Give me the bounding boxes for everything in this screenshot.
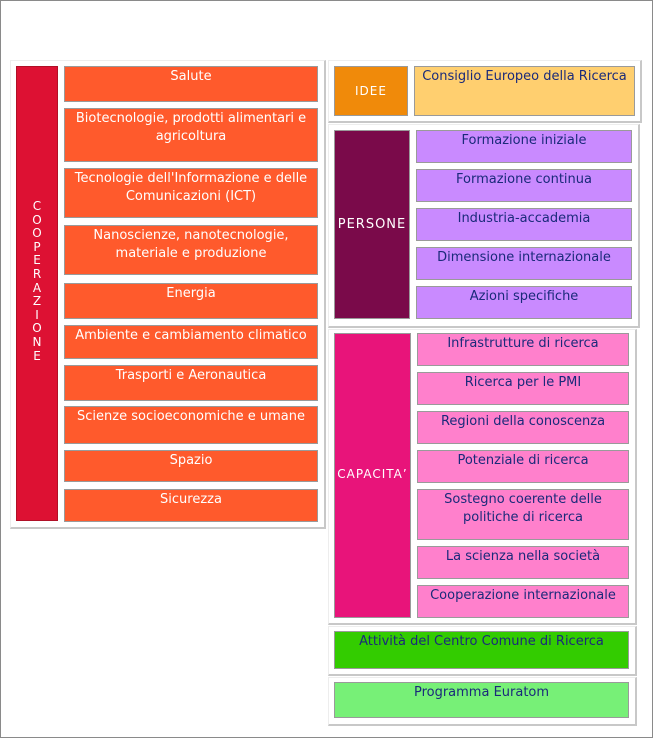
cooperazione-item: Spazio <box>64 450 318 482</box>
cooperazione-letter: O <box>32 226 42 241</box>
euratom-box: Programma Euratom <box>334 682 629 718</box>
cooperazione-item: Energia <box>64 283 318 319</box>
cooperazione-item: Nanoscienze, nanotecnologie, materiale e produzione <box>64 225 318 275</box>
capacita-item: Regioni della conoscenza <box>417 411 629 444</box>
cooperazione-item: Scienze socioeconomiche e umane <box>64 406 318 444</box>
cooperazione-letter: R <box>32 266 42 281</box>
cooperazione-item: Ambiente e cambiamento climatico <box>64 325 318 359</box>
capacita-item: Infrastrutture di ricerca <box>417 333 629 366</box>
capacita-label <box>334 333 411 618</box>
persone-label: PERSONE <box>334 130 410 319</box>
cooperazione-letter: E <box>33 253 41 268</box>
cooperazione-letter: E <box>33 348 41 363</box>
cooperazione-letter: I <box>35 307 39 322</box>
persone-item: Formazione continua <box>416 169 632 202</box>
cooperazione-item: Biotecnologie, prodotti alimentari e agricoltura <box>64 108 318 162</box>
cooperazione-label <box>16 66 58 521</box>
capacita-item: La scienza nella società <box>417 546 629 579</box>
capacita-label-text: CAPACITA’ <box>337 467 408 481</box>
cooperazione-letter: C <box>32 199 42 213</box>
capacita-item: Sostegno coerente delle politiche di ricerca <box>417 489 629 540</box>
capacita-item: Ricerca per le PMI <box>417 372 629 405</box>
cooperazione-letter: Z <box>32 294 42 309</box>
cooperazione-letter: O <box>32 212 42 227</box>
cooperazione-label-text <box>17 200 57 363</box>
idee-label: IDEE <box>334 66 408 116</box>
capacita-item: Cooperazione internazionale <box>417 585 629 618</box>
persone-item: Azioni specifiche <box>416 286 632 319</box>
persone-item: Formazione iniziale <box>416 130 632 163</box>
cooperazione-letter: P <box>33 239 41 254</box>
persone-item: Industria-accademia <box>416 208 632 241</box>
jrc-box: Attività del Centro Comune di Ricerca <box>334 631 629 669</box>
cooperazione-item: Tecnologie dell'Informazione e delle Comunicazioni (ICT) <box>64 168 318 218</box>
idee-item-consiglio-europeo: Consiglio Europeo della Ricerca <box>414 66 635 116</box>
cooperazione-item: Sicurezza <box>64 489 318 522</box>
cooperazione-item: Salute <box>64 66 318 102</box>
cooperazione-letter: O <box>32 321 42 336</box>
cooperazione-item: Trasporti e Aeronautica <box>64 365 318 401</box>
cooperazione-letter: A <box>32 280 42 295</box>
capacita-item: Potenziale di ricerca <box>417 450 629 483</box>
persone-item: Dimensione internazionale <box>416 247 632 280</box>
cooperazione-letter: N <box>32 334 42 349</box>
